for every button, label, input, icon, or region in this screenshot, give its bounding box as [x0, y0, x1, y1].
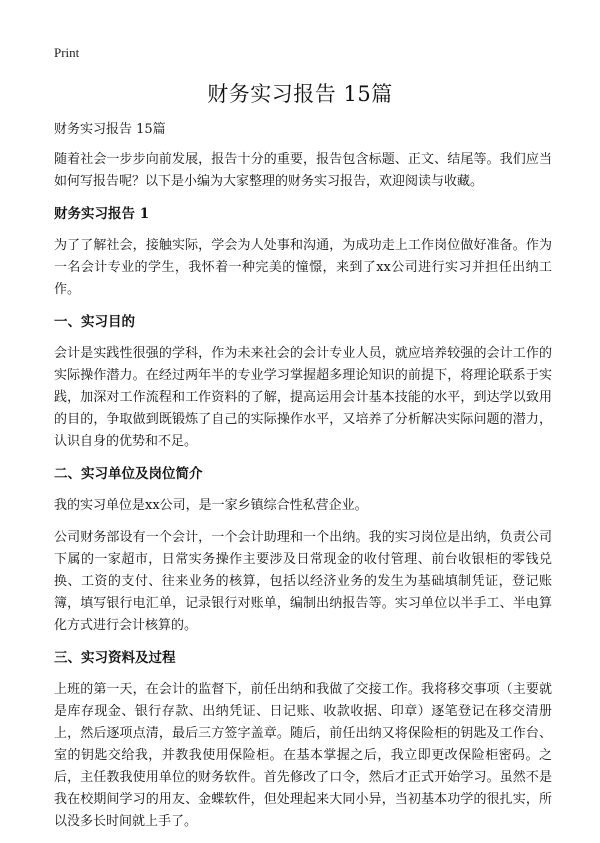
paragraph-5: 上班的第一天，在会计的监督下，前任出纳和我做了交接工作。我将移交事项（主要就是库存现金、银行存款、出纳凭证、日记账、收款收据、印章）逐笔登记在移交清册上，然后逐项点清，最后三方签字盖章。随后，前任出纳又将保险柜的钥匙及工作台、室的钥匙交给我，并教我使用保险柜。在基本掌握之后，我立即更改保险柜密码。之后，主任教我使用单位的财务软件。首先修改了口令，然后才正式开始学习。虽然不是我在校期间学习的用友、金蝶软件，但处理起来大同小异，当初基本功学的很扎实，所以没多长时间就上手了。	[54, 682, 552, 829]
article-body	[54, 119, 552, 843]
page-title: 财务实习报告 15篇	[207, 82, 393, 106]
article-subtitle: 财务实习报告 15篇	[54, 122, 166, 137]
paragraph-3: 我的实习单位是xx公司，是一家乡镇综合性私营企业。	[54, 498, 368, 513]
heading-unit: 二、实习单位及岗位简介	[54, 466, 203, 482]
paragraph-2: 会计是实践性很强的学科，作为未来社会的会计专业人员，就应培养较强的会计工作的实际操作潜力。在经过两年半的专业学习掌握超多理论知识的前提下，将理论联系于实践，加深对工作流程和工作资料的了解，提高运用会计基本技能的水平，到达学以致用的目的，争取做到既锻炼了自己的实际操作水平，又培养了分析解决实际问题的潜力，认识自身的优势和不足。	[54, 346, 552, 449]
heading-process: 三、实习资料及过程	[54, 650, 176, 666]
print-link[interactable]: Print	[54, 45, 80, 60]
section-title: 财务实习报告 1	[54, 206, 150, 222]
paragraph-1: 为了了解社会，接触实际，学会为人处事和沟通，为成功走上工作岗位做好准备。作为一名会计专业的学生，我怀着一种完美的憧憬，来到了xx公司进行实习并担任出纳工作。	[54, 238, 552, 297]
paragraph-4: 公司财务部设有一个会计，一个会计助理和一个出纳。我的实习岗位是出纳，负责公司下属的一家超市，日常实务操作主要涉及日常现金的收付管理、前台收银柜的零钱兑换、工资的支付、往来业务的核算，包括以经济业务的发生为基础填制凭证，登记账簿，填写银行电汇单，记录银行对账单，编制出纳报告等。实习单位以半手工、半电算化方式进行会计核算的。	[54, 530, 552, 633]
intro-paragraph: 随着社会一步步向前发展，报告十分的重要，报告包含标题、正文、结尾等。我们应当如何写报告呢？以下是小编为大家整理的财务实习报告，欢迎阅读与收藏。	[54, 152, 552, 189]
heading-purpose: 一、实习目的	[54, 314, 135, 330]
